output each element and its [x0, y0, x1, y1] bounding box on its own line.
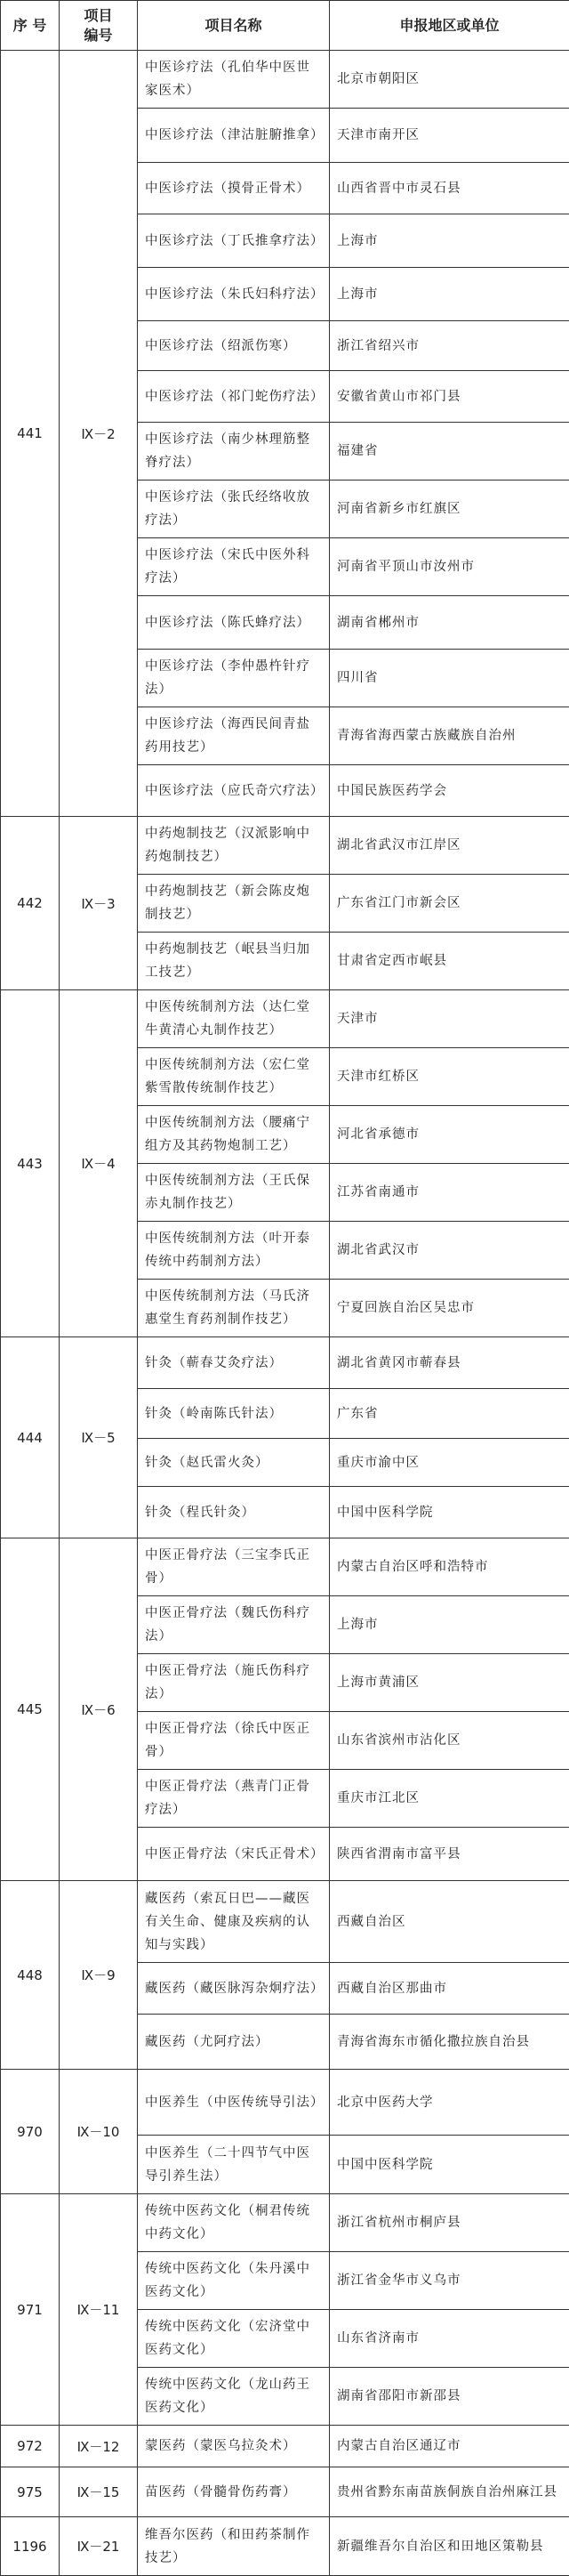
header-region: 申报地区或单位: [330, 1, 569, 51]
project-name-cell: 中医诊疗法（海西民间青盐药用技艺）: [138, 707, 330, 765]
seq-cell: 975: [1, 2467, 60, 2517]
region-cell: 上海市: [330, 1596, 569, 1654]
header-seq: 序 号: [1, 1, 60, 51]
table-row: [1, 1538, 569, 1596]
region-cell: 江苏省南通市: [330, 1164, 569, 1222]
code-cell: Ⅸ－6: [60, 1538, 138, 1881]
region-cell: 湖南省邵阳市新邵县: [330, 2368, 569, 2426]
region-cell: 河南省平顶山市汝州市: [330, 538, 569, 596]
project-name-cell: 中医诊疗法（宋氏中医外科疗法）: [138, 538, 330, 596]
code-cell: Ⅸ－10: [60, 2070, 138, 2194]
region-cell: 浙江省杭州市桐庐县: [330, 2194, 569, 2252]
code-cell: Ⅸ－15: [60, 2467, 138, 2517]
code-cell: Ⅸ－2: [60, 51, 138, 817]
region-cell: 贵州省黔东南苗族侗族自治州麻江县: [330, 2467, 569, 2517]
region-cell: 西藏自治区那曲市: [330, 1963, 569, 2015]
project-name-cell: 中医诊疗法（陈氏蜂疗法）: [138, 596, 330, 650]
seq-cell: 442: [1, 817, 60, 990]
table-row: [1, 2467, 569, 2517]
project-name-cell: 中医诊疗法（绍派伤寒）: [138, 321, 330, 371]
region-cell: 湖北省武汉市: [330, 1222, 569, 1280]
project-name-cell: 中药炮制技艺（岷县当归加工技艺）: [138, 933, 330, 990]
project-name-cell: 针灸（程氏针灸）: [138, 1487, 330, 1538]
project-name-cell: 中医诊疗法（祁门蛇伤疗法）: [138, 371, 330, 423]
project-name-cell: 中医传统制剂方法（王氏保赤丸制作技艺）: [138, 1164, 330, 1222]
seq-cell: 441: [1, 51, 60, 817]
project-name-cell: 中医诊疗法（摸骨正骨术）: [138, 163, 330, 214]
region-cell: 河南省新乡市红旗区: [330, 480, 569, 538]
region-cell: 陕西省渭南市富平县: [330, 1828, 569, 1881]
seq-cell: 444: [1, 1337, 60, 1538]
header-row: [1, 1, 569, 51]
table-row: [1, 1881, 569, 1963]
region-cell: 浙江省绍兴市: [330, 321, 569, 371]
project-name-cell: 针灸（岭南陈氏针法）: [138, 1389, 330, 1439]
table-row: [1, 2426, 569, 2467]
seq-cell: 448: [1, 1881, 60, 2070]
project-name-cell: 中医正骨疗法（徐氏中医正骨）: [138, 1712, 330, 1770]
project-name-cell: 藏医药（尤阿疗法）: [138, 2015, 330, 2070]
project-name-cell: 中医诊疗法（朱氏妇科疗法）: [138, 268, 330, 321]
project-name-cell: 中医传统制剂方法（宏仁堂紫雪散传统制作技艺）: [138, 1048, 330, 1106]
project-name-cell: 藏医药（藏医脉泻杂炯疗法）: [138, 1963, 330, 2015]
region-cell: 内蒙古自治区通辽市: [330, 2426, 569, 2467]
code-cell: Ⅸ－9: [60, 1881, 138, 2070]
region-cell: 河北省承德市: [330, 1106, 569, 1164]
header-code: 项目 编号: [60, 1, 138, 51]
table-row: [1, 990, 569, 1048]
project-name-cell: 中医正骨疗法（魏氏伤科疗法）: [138, 1596, 330, 1654]
region-cell: 天津市: [330, 990, 569, 1048]
code-cell: Ⅸ－12: [60, 2426, 138, 2467]
project-name-cell: 中医诊疗法（丁氏推拿疗法）: [138, 214, 330, 268]
region-cell: 广东省江门市新会区: [330, 875, 569, 933]
region-cell: 上海市: [330, 214, 569, 268]
region-cell: 甘肃省定西市岷县: [330, 933, 569, 990]
project-name-cell: 中医诊疗法（南少林理筋整脊疗法）: [138, 423, 330, 480]
project-name-cell: 藏医药（索瓦日巴——藏医有关生命、健康及疾病的认知与实践）: [138, 1881, 330, 1963]
region-cell: 上海市黄浦区: [330, 1654, 569, 1712]
region-cell: 宁夏回族自治区吴忠市: [330, 1280, 569, 1337]
region-cell: 安徽省黄山市祁门县: [330, 371, 569, 423]
region-cell: 广东省: [330, 1389, 569, 1439]
table-row: [1, 2517, 569, 2576]
project-name-cell: 中医诊疗法（应氏奇穴疗法）: [138, 765, 330, 817]
table-body: [1, 51, 569, 2576]
project-name-cell: 针灸（赵氏雷火灸）: [138, 1439, 330, 1487]
seq-cell: 443: [1, 990, 60, 1337]
region-cell: 湖北省武汉市江岸区: [330, 817, 569, 875]
region-cell: 浙江省金华市义乌市: [330, 2252, 569, 2310]
project-name-cell: 中医传统制剂方法（叶开泰传统中药制剂方法）: [138, 1222, 330, 1280]
project-name-cell: 传统中医药文化（桐君传统中药文化）: [138, 2194, 330, 2252]
region-cell: 山东省滨州市沾化区: [330, 1712, 569, 1770]
project-name-cell: 中医诊疗法（津沽脏腑推拿）: [138, 109, 330, 163]
region-cell: 福建省: [330, 423, 569, 480]
project-name-cell: 传统中医药文化（宏济堂中医药文化）: [138, 2310, 330, 2368]
code-cell: Ⅸ－5: [60, 1337, 138, 1538]
region-cell: 内蒙古自治区呼和浩特市: [330, 1538, 569, 1596]
region-cell: 青海省海西蒙古族藏族自治州: [330, 707, 569, 765]
project-name-cell: 中药炮制技艺（汉派影响中药炮制技艺）: [138, 817, 330, 875]
header-name: 项目名称: [138, 1, 330, 51]
region-cell: 西藏自治区: [330, 1881, 569, 1963]
project-name-cell: 中医正骨疗法（燕青门正骨疗法）: [138, 1770, 330, 1828]
region-cell: 中国中医科学院: [330, 2136, 569, 2194]
region-cell: 青海省海东市循化撒拉族自治县: [330, 2015, 569, 2070]
project-name-cell: 苗医药（骨髓骨伤药膏）: [138, 2467, 330, 2517]
project-name-cell: 中医诊疗法（李仲愚杵针疗法）: [138, 650, 330, 707]
code-cell: Ⅸ－21: [60, 2517, 138, 2576]
region-cell: 重庆市渝中区: [330, 1439, 569, 1487]
project-name-cell: 中医传统制剂方法（马氏济惠堂生育药剂制作技艺）: [138, 1280, 330, 1337]
region-cell: 北京中医药大学: [330, 2070, 569, 2136]
project-name-cell: 中医传统制剂方法（达仁堂牛黄清心丸制作技艺）: [138, 990, 330, 1048]
region-cell: 天津市南开区: [330, 109, 569, 163]
table-row: [1, 51, 569, 109]
code-cell: Ⅸ－4: [60, 990, 138, 1337]
project-name-cell: 中医养生（中医传统导引法）: [138, 2070, 330, 2136]
region-cell: 中国中医科学院: [330, 1487, 569, 1538]
project-name-cell: 中药炮制技艺（新会陈皮炮制技艺）: [138, 875, 330, 933]
project-name-cell: 维吾尔医药（和田药茶制作技艺）: [138, 2517, 330, 2576]
region-cell: 天津市红桥区: [330, 1048, 569, 1106]
project-name-cell: 中医传统制剂方法（腰痛宁组方及其药物炮制工艺）: [138, 1106, 330, 1164]
table-row: [1, 1337, 569, 1389]
seq-cell: 1196: [1, 2517, 60, 2576]
seq-cell: 970: [1, 2070, 60, 2194]
table-row: [1, 2070, 569, 2136]
project-name-cell: 中医诊疗法（张氏经络收放疗法）: [138, 480, 330, 538]
region-cell: 山东省济南市: [330, 2310, 569, 2368]
region-cell: 中国民族医药学会: [330, 765, 569, 817]
project-name-cell: 中医诊疗法（孔伯华中医世家医术）: [138, 51, 330, 109]
seq-cell: 445: [1, 1538, 60, 1881]
project-name-cell: 中医养生（二十四节气中医导引养生法）: [138, 2136, 330, 2194]
region-cell: 湖北省黄冈市蕲春县: [330, 1337, 569, 1389]
project-name-cell: 传统中医药文化（龙山药王医药文化）: [138, 2368, 330, 2426]
region-cell: 新疆维吾尔自治区和田地区策勒县: [330, 2517, 569, 2576]
seq-cell: 971: [1, 2194, 60, 2426]
project-name-cell: 传统中医药文化（朱丹溪中医药文化）: [138, 2252, 330, 2310]
region-cell: 重庆市江北区: [330, 1770, 569, 1828]
table-row: [1, 2194, 569, 2252]
project-name-cell: 中医正骨疗法（施氏伤科疗法）: [138, 1654, 330, 1712]
project-name-cell: 中医正骨疗法（宋氏正骨术）: [138, 1828, 330, 1881]
code-cell: Ⅸ－11: [60, 2194, 138, 2426]
region-cell: 湖南省郴州市: [330, 596, 569, 650]
project-name-cell: 针灸（蕲春艾灸疗法）: [138, 1337, 330, 1389]
project-name-cell: 蒙医药（蒙医乌拉灸术）: [138, 2426, 330, 2467]
project-name-cell: 中医正骨疗法（三宝李氏正骨）: [138, 1538, 330, 1596]
region-cell: 山西省晋中市灵石县: [330, 163, 569, 214]
region-cell: 上海市: [330, 268, 569, 321]
code-cell: Ⅸ－3: [60, 817, 138, 990]
region-cell: 四川省: [330, 650, 569, 707]
seq-cell: 972: [1, 2426, 60, 2467]
region-cell: 北京市朝阳区: [330, 51, 569, 109]
table-row: [1, 817, 569, 875]
